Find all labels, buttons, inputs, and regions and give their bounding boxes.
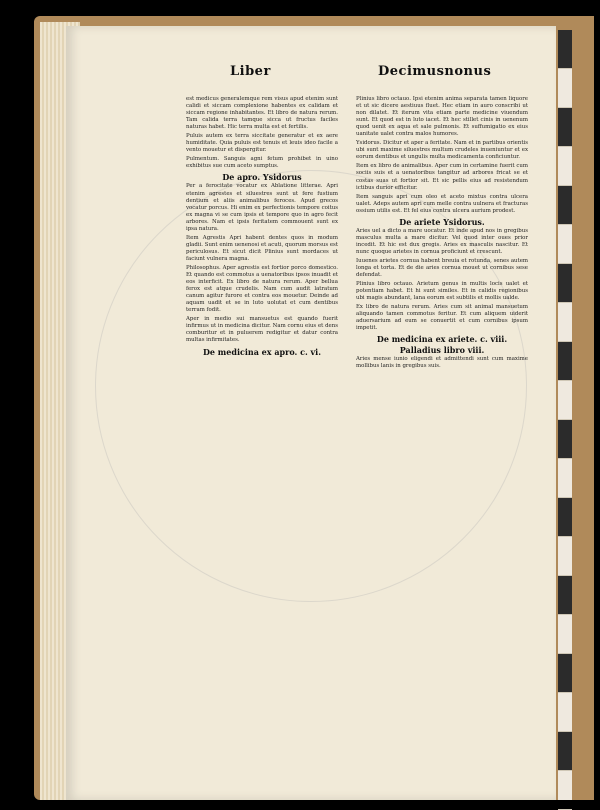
scale-segment bbox=[558, 498, 572, 537]
paragraph: Item sanguis apri cum oleo et aceto mixtus contra ulcera ualet. Adeps autem apri cum melle contra uulnera et fracturas ossium utilis est. Et fel eius contra ulcera aurium prodest. bbox=[356, 193, 528, 214]
scale-segment bbox=[558, 537, 572, 576]
running-head-right: Decimusnonus bbox=[378, 64, 492, 79]
scale-segment bbox=[558, 693, 572, 732]
paragraph: Ex libro de natura rerum. Aries cum sit animal mansuetum aliquando tamen commotus feritur. Et cum aliquem uiderit aduersarium ad eum se conuertit et cum cornibus ipsum impetit. bbox=[356, 304, 528, 332]
chapter-heading: De apro. Ysidorus bbox=[222, 172, 302, 183]
scale-segment bbox=[558, 459, 572, 498]
paragraph: est medicus generalemque rem visus apud etenim sunt calidi et siccam complexione habentes ex calidam et siccam regione inhabitantes. Et libro de natura rerum. Tam calida terra tamque sicca ut fructus faciles naturas habet. Hic terra multa est et fertilis. bbox=[186, 96, 338, 131]
chapter-heading: Palladius libro viii. bbox=[399, 345, 485, 356]
paragraph: Aper in medio sui mansuetus est quando fuerit infirmus ut in medicina dicitur. Nam cornu eius et dens comburitur et in puluerem redigitur et datur contra multas infirmitates. bbox=[186, 316, 338, 344]
paragraph: Aries mense iunio eligendi et admittendi sunt cum maxime mollibus lanis in gregibus suis. bbox=[356, 356, 528, 370]
scale-segment bbox=[558, 225, 572, 264]
scale-segment bbox=[558, 771, 572, 810]
scale-segment bbox=[558, 30, 572, 69]
scale-segment bbox=[558, 654, 572, 693]
chapter-heading: De medicina ex apro. c. vi. bbox=[202, 346, 321, 357]
scale-segment bbox=[558, 186, 572, 225]
paragraph: Aries uel a dicto a mare uocatur. Et inde apud nos in gregibus masculus multa a mare dicitur. Vel quod inter oues prior incedit. Et hic est dux gregis. Aries ex masculis nascitur. Et nunc quoque arietes in cornua proficiunt et crescunt. bbox=[356, 227, 528, 255]
chapter-heading: De ariete Ysidorus. bbox=[399, 216, 485, 227]
paragraph: Item Agrestis Apri habent dentes quos in modum gladii. Sunt enim uenenosi et acuti, quorum morsus est periculosus. Et sicut dicit Plinius sunt mordaces ut faciunt vulnera magna. bbox=[186, 234, 338, 262]
scale-segment bbox=[558, 420, 572, 459]
running-head-left: Liber bbox=[230, 64, 271, 79]
paragraph: Plinius libro octauo. Arietum genus in multis locis ualet et potentiam habet. Et hi sunt similes. Et in calidis regionibus ubi magis abundant, lana eorum est subtilis et mollis ualde. bbox=[356, 281, 528, 302]
scale-segment bbox=[558, 381, 572, 420]
scale-segment bbox=[558, 732, 572, 771]
scale-segment bbox=[558, 147, 572, 186]
scale-segment bbox=[558, 108, 572, 147]
scale-segment bbox=[558, 303, 572, 342]
color-scale-bar bbox=[558, 30, 572, 800]
paragraph: Plinius libro octauo. Ipsi etenim anima separata tamen liquore et ut sic dicere aestiuus fluet. Hec etiam in auro conscribi ut non dilatet. Et iterum vita etiam parte medicine viuendum sunt. Et quod est in luto iacet. Et hec stillet cinis in uenenum quod uenit ex aqua et sale pulmonis. Et suffumigatio ex eius uanitate ualet contra malos humores. bbox=[356, 96, 528, 138]
scale-segment bbox=[558, 264, 572, 303]
paragraph: Ysidorus. Dicitur et aper a feritate. Nam et in partibus orientis ubi sunt maxime siluestres multum crudeles inueniuntur et ex eorum dentibus et ungulis multa medicamenta conficiuntur. bbox=[356, 140, 528, 161]
paragraph: Per a ferocitate vocatur ex Ablatione litterae. Apri etenim agrestes et siluestres sunt ut fere fustium dentium et aliis animalibus feroces. Apud grecos vocatur porcus. Hi enim ex perfectionis tempore coitus ex magna vi se cum ipsis et tempore quo in agro fecit arbores. Nam et ipsis feritatem commouent sunt ex ipsa natura. bbox=[186, 183, 338, 232]
chapter-heading: De medicina ex ariete. c. viii. bbox=[376, 334, 508, 345]
scale-segment bbox=[558, 69, 572, 108]
paragraph: Philosophus. Aper agrestis est fortior porco domestico. Et quando est commotus a uenatoribus ipsos inuadit et eos interficit. Ex libro de natura rerum. Aper bellua ferox est atque crudelis. Nam cum audit latratum canum agitur furore et contra eos mouetur. Deinde ad aquam uadit et se in luto uolutat et cum dentibus terram fodit. bbox=[186, 264, 338, 314]
scale-segment bbox=[558, 342, 572, 381]
paragraph: Iuuenes arietes cornua habent breuia et rotunda, senes autem longa et torta. Et de die aries cornua mouet ut cornibus sese defendat. bbox=[356, 257, 528, 279]
text-column-left bbox=[186, 96, 338, 776]
scale-segment bbox=[558, 615, 572, 654]
paragraph: Pulmentum. Sanguis agni fetum prohibet in uino exhibitus sue cum aceto sumptus. bbox=[186, 156, 338, 170]
text-column-right bbox=[356, 96, 528, 776]
scale-segment bbox=[558, 576, 572, 615]
paragraph: Puluis autem ex terra siccitate generatur et ex aere humiditate. Quia puluis est tenuis et leuis ideo facile a vento mouetur et dispergitur. bbox=[186, 133, 338, 154]
paragraph: Item ex libro de animalibus. Aper cum in certamine fuerit cum sociis suis et a uenatoribus tangitur ad arbores fricat se et costas suas ut fortior sit. Et sic pellis eius ad resistendum ictibus durior efficitur. bbox=[356, 163, 528, 191]
